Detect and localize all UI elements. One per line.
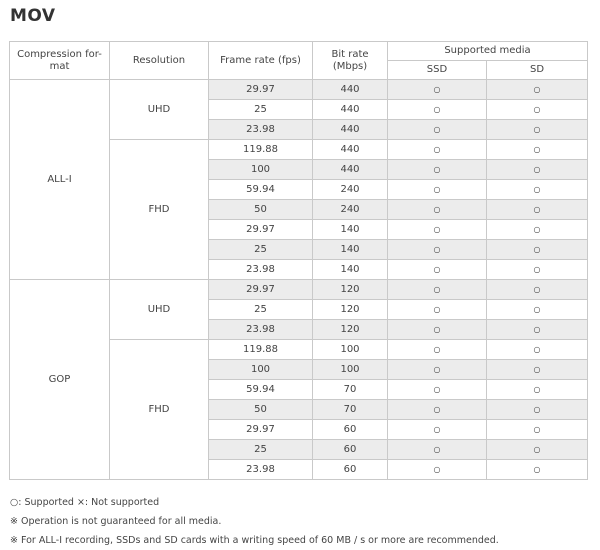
- frame-rate-cell: 25: [209, 300, 313, 320]
- ssd-support-cell: [388, 260, 487, 280]
- bit-rate-cell: 100: [313, 360, 388, 380]
- bit-rate-cell: 240: [313, 200, 388, 220]
- ssd-support-cell: [388, 440, 487, 460]
- bit-rate-cell: 440: [313, 120, 388, 140]
- frame-rate-cell: 23.98: [209, 460, 313, 480]
- table-body: [10, 80, 588, 480]
- ssd-support-cell: [388, 140, 487, 160]
- frame-rate-cell: 23.98: [209, 320, 313, 340]
- resolution-cell: FHD: [110, 140, 209, 280]
- supported-icon: ○: [533, 284, 541, 294]
- frame-rate-cell: 25: [209, 100, 313, 120]
- ssd-support-cell: [388, 100, 487, 120]
- supported-icon: ○: [533, 124, 541, 134]
- frame-rate-cell: 25: [209, 440, 313, 460]
- sd-support-cell: [487, 340, 588, 360]
- ssd-support-cell: [388, 120, 487, 140]
- bit-rate-cell: 60: [313, 420, 388, 440]
- supported-icon: ○: [533, 404, 541, 414]
- sd-support-cell: [487, 240, 588, 260]
- frame-rate-cell: 59.94: [209, 380, 313, 400]
- header-frame-rate: Frame rate (fps): [209, 42, 313, 80]
- frame-rate-cell: 119.88: [209, 340, 313, 360]
- ssd-support-cell: [388, 460, 487, 480]
- note-operation: ※ Operation is not guaranteed for all media.: [10, 516, 222, 527]
- ssd-support-cell: [388, 360, 487, 380]
- sd-support-cell: [487, 220, 588, 240]
- bit-rate-cell: 140: [313, 240, 388, 260]
- sd-support-cell: [487, 160, 588, 180]
- sd-support-cell: [487, 140, 588, 160]
- ssd-support-cell: [388, 80, 487, 100]
- supported-icon: ○: [533, 464, 541, 474]
- supported-icon: ○: [533, 444, 541, 454]
- compression-cell: ALL-I: [10, 80, 110, 280]
- ssd-support-cell: [388, 180, 487, 200]
- bit-rate-cell: 440: [313, 80, 388, 100]
- bit-rate-cell: 70: [313, 380, 388, 400]
- supported-icon: ○: [433, 364, 441, 374]
- bit-rate-cell: 140: [313, 260, 388, 280]
- table-row: [10, 280, 588, 300]
- supported-icon: ○: [433, 144, 441, 154]
- supported-icon: ○: [533, 424, 541, 434]
- ssd-support-cell: [388, 280, 487, 300]
- supported-icon: ○: [433, 164, 441, 174]
- sd-support-cell: [487, 120, 588, 140]
- resolution-cell: UHD: [110, 80, 209, 140]
- ssd-support-cell: [388, 200, 487, 220]
- bit-rate-cell: 440: [313, 160, 388, 180]
- frame-rate-cell: 29.97: [209, 80, 313, 100]
- sd-support-cell: [487, 200, 588, 220]
- header-ssd: SSD: [388, 61, 487, 80]
- supported-icon: ○: [433, 384, 441, 394]
- sd-support-cell: [487, 320, 588, 340]
- sd-support-cell: [487, 80, 588, 100]
- ssd-support-cell: [388, 220, 487, 240]
- supported-icon: ○: [533, 164, 541, 174]
- frame-rate-cell: 100: [209, 160, 313, 180]
- supported-icon: ○: [433, 464, 441, 474]
- supported-icon: ○: [433, 344, 441, 354]
- header-bit-rate: Bit rate (Mbps): [313, 42, 388, 80]
- frame-rate-cell: 100: [209, 360, 313, 380]
- sd-support-cell: [487, 280, 588, 300]
- note-recommendation: ※ For ALL-I recording, SSDs and SD cards with a writing speed of 60 MB / s or more are recommended.: [10, 535, 499, 546]
- supported-icon: ○: [533, 184, 541, 194]
- sd-support-cell: [487, 400, 588, 420]
- frame-rate-cell: 59.94: [209, 180, 313, 200]
- frame-rate-cell: 25: [209, 240, 313, 260]
- frame-rate-cell: 29.97: [209, 420, 313, 440]
- bit-rate-cell: 60: [313, 440, 388, 460]
- supported-icon: ○: [433, 224, 441, 234]
- sd-support-cell: [487, 460, 588, 480]
- header-sd: SD: [487, 61, 588, 80]
- ssd-support-cell: [388, 400, 487, 420]
- frame-rate-cell: 119.88: [209, 140, 313, 160]
- supported-icon: ○: [533, 204, 541, 214]
- ssd-support-cell: [388, 300, 487, 320]
- ssd-support-cell: [388, 320, 487, 340]
- legend-note: ○: Supported ×: Not supported: [10, 497, 160, 508]
- frame-rate-cell: 29.97: [209, 220, 313, 240]
- supported-icon: ○: [533, 264, 541, 274]
- page-title: MOV: [10, 6, 56, 26]
- bit-rate-cell: 100: [313, 340, 388, 360]
- supported-icon: ○: [433, 204, 441, 214]
- supported-icon: ○: [433, 244, 441, 254]
- supported-icon: ○: [533, 244, 541, 254]
- sd-support-cell: [487, 180, 588, 200]
- sd-support-cell: [487, 420, 588, 440]
- bit-rate-cell: 140: [313, 220, 388, 240]
- frame-rate-cell: 23.98: [209, 260, 313, 280]
- supported-icon: ○: [433, 104, 441, 114]
- supported-icon: ○: [533, 324, 541, 334]
- mov-spec-table: [9, 41, 588, 480]
- supported-icon: ○: [533, 344, 541, 354]
- table-row: [10, 80, 588, 100]
- notes: [10, 493, 499, 550]
- bit-rate-cell: 440: [313, 100, 388, 120]
- bit-rate-cell: 240: [313, 180, 388, 200]
- supported-icon: ○: [433, 404, 441, 414]
- ssd-support-cell: [388, 240, 487, 260]
- ssd-support-cell: [388, 420, 487, 440]
- supported-icon: ○: [533, 104, 541, 114]
- sd-support-cell: [487, 260, 588, 280]
- sd-support-cell: [487, 100, 588, 120]
- bit-rate-cell: 120: [313, 320, 388, 340]
- supported-icon: ○: [533, 364, 541, 374]
- sd-support-cell: [487, 440, 588, 460]
- supported-icon: ○: [433, 184, 441, 194]
- bit-rate-cell: 120: [313, 280, 388, 300]
- supported-icon: ○: [533, 304, 541, 314]
- sd-support-cell: [487, 380, 588, 400]
- sd-support-cell: [487, 300, 588, 320]
- supported-icon: ○: [433, 424, 441, 434]
- ssd-support-cell: [388, 380, 487, 400]
- supported-icon: ○: [533, 384, 541, 394]
- header-supported-media: Supported media: [388, 42, 588, 61]
- supported-icon: ○: [533, 224, 541, 234]
- supported-icon: ○: [433, 84, 441, 94]
- header-resolution: Resolution: [110, 42, 209, 80]
- supported-icon: ○: [433, 444, 441, 454]
- header-compression: Compression for-mat: [10, 42, 110, 80]
- frame-rate-cell: 50: [209, 200, 313, 220]
- supported-icon: ○: [433, 264, 441, 274]
- supported-icon: ○: [433, 284, 441, 294]
- bit-rate-cell: 60: [313, 460, 388, 480]
- supported-icon: ○: [533, 144, 541, 154]
- resolution-cell: FHD: [110, 340, 209, 480]
- bit-rate-cell: 70: [313, 400, 388, 420]
- bit-rate-cell: 120: [313, 300, 388, 320]
- bit-rate-cell: 440: [313, 140, 388, 160]
- sd-support-cell: [487, 360, 588, 380]
- supported-icon: ○: [433, 324, 441, 334]
- frame-rate-cell: 29.97: [209, 280, 313, 300]
- resolution-cell: UHD: [110, 280, 209, 340]
- supported-icon: ○: [433, 124, 441, 134]
- compression-cell: GOP: [10, 280, 110, 480]
- supported-icon: ○: [433, 304, 441, 314]
- supported-icon: ○: [533, 84, 541, 94]
- ssd-support-cell: [388, 340, 487, 360]
- frame-rate-cell: 23.98: [209, 120, 313, 140]
- frame-rate-cell: 50: [209, 400, 313, 420]
- ssd-support-cell: [388, 160, 487, 180]
